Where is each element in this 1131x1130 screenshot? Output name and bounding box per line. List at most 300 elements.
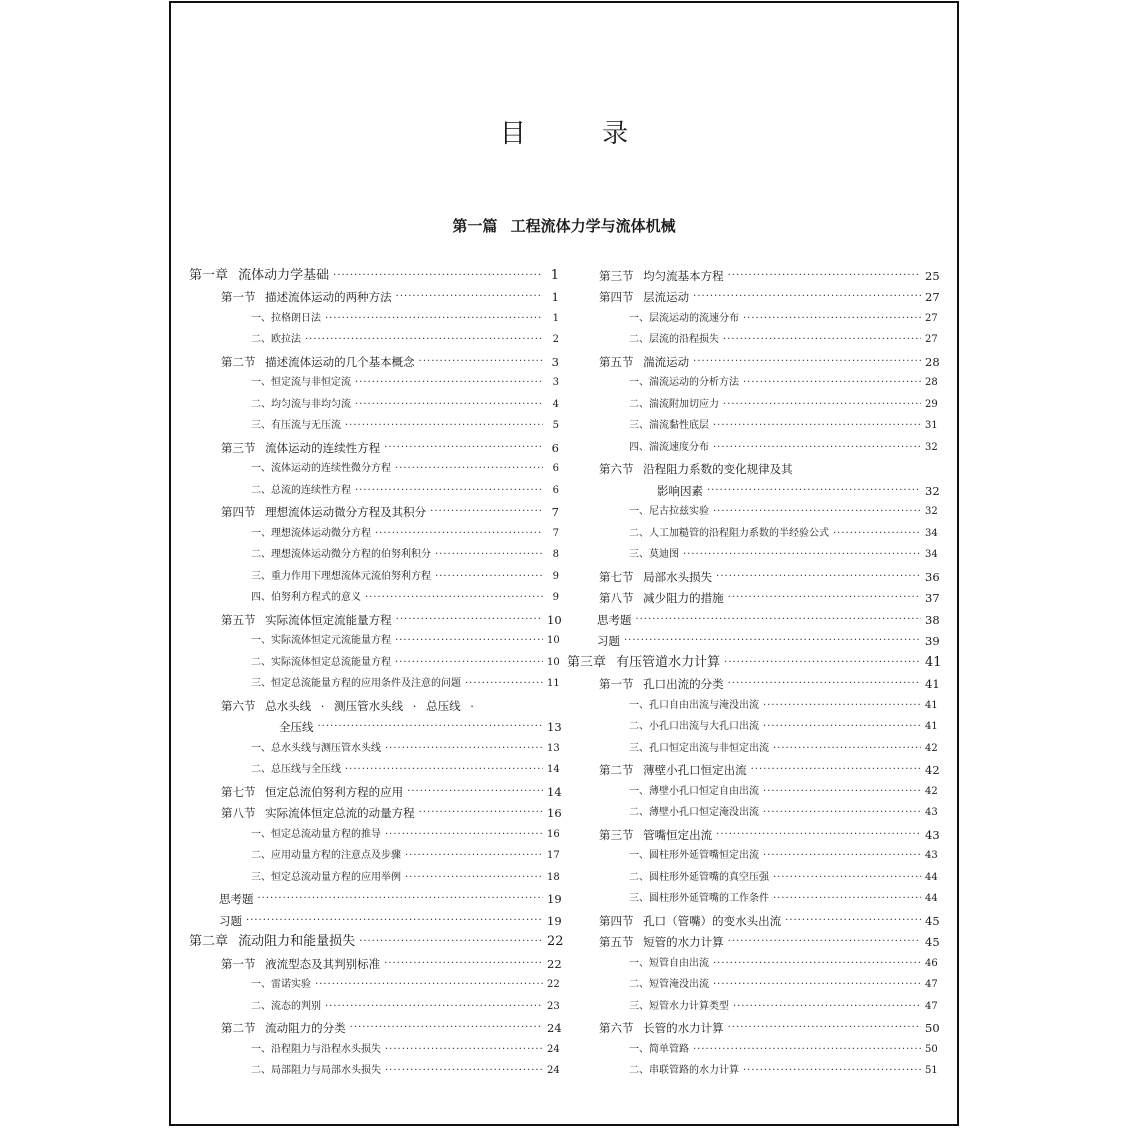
toc-page-number: 45 bbox=[925, 935, 940, 949]
toc-entry-title: 二、局部阻力与局部水头损失 bbox=[251, 1065, 381, 1076]
toc-page-number: 41 bbox=[925, 699, 938, 711]
toc-leader-dots bbox=[833, 527, 921, 541]
toc-page-number: 27 bbox=[925, 290, 940, 304]
toc-leader-dots bbox=[385, 1043, 543, 1057]
toc-entry-title: 第七节 恒定总流伯努利方程的应用 bbox=[221, 784, 404, 799]
toc-page-number: 37 bbox=[925, 591, 940, 605]
toc-entry-title: 第四节 孔口（管嘴）的变水头出流 bbox=[599, 913, 782, 928]
toc-entry-title: 三、恒定总流动量方程的应用举例 bbox=[251, 871, 401, 883]
toc-page-number: 24 bbox=[547, 1043, 560, 1055]
toc-entry bbox=[567, 928, 940, 950]
toc-leader-dots bbox=[315, 978, 543, 992]
toc-page-number: 2 bbox=[552, 334, 559, 345]
toc-leader-dots bbox=[713, 505, 921, 519]
toc-leader-dots bbox=[435, 570, 543, 584]
toc-leader-dots bbox=[350, 1021, 543, 1035]
toc-leader-dots bbox=[385, 1064, 543, 1078]
toc-page-number: 34 bbox=[925, 549, 938, 560]
toc-entry bbox=[567, 713, 937, 735]
toc-page-number: 22 bbox=[547, 956, 562, 971]
toc-page-number: 24 bbox=[547, 1021, 562, 1035]
toc-leader-dots bbox=[465, 677, 543, 691]
toc-leader-dots bbox=[385, 828, 543, 842]
toc-entry bbox=[567, 605, 940, 627]
toc-entry-title: 第五节 短管的水力计算 bbox=[599, 935, 724, 949]
toc-page-number: 13 bbox=[547, 742, 560, 754]
toc-entry bbox=[189, 863, 559, 885]
toc-page-number: 45 bbox=[925, 913, 940, 928]
toc-entry-title: 一、薄壁小孔口恒定自由出流 bbox=[629, 785, 759, 797]
toc-leader-dots bbox=[355, 484, 543, 498]
toc-entry bbox=[189, 261, 559, 283]
toc-entry bbox=[567, 992, 937, 1014]
toc-entry-title: 二、小孔口出流与大孔口出流 bbox=[629, 721, 759, 732]
toc-page-number: 14 bbox=[547, 784, 562, 799]
toc-entry-title: 三、圆柱形外延管嘴的工作条件 bbox=[629, 893, 769, 904]
toc-entry bbox=[567, 412, 937, 434]
toc-entry bbox=[567, 670, 940, 692]
toc-entry bbox=[567, 756, 940, 778]
toc-entry-title: 一、总水头线与测压管水头线 bbox=[251, 742, 381, 754]
toc-entry bbox=[189, 799, 562, 821]
toc-leader-dots bbox=[405, 871, 543, 885]
toc-leader-dots bbox=[419, 806, 543, 820]
toc-page-number: 7 bbox=[552, 527, 559, 539]
toc-entry bbox=[189, 906, 562, 928]
toc-entry-title: 二、人工加糙管的沿程阻力系数的半经验公式 bbox=[629, 527, 829, 539]
toc-leader-dots bbox=[743, 376, 921, 390]
toc-page-number: 1 bbox=[550, 267, 559, 283]
toc-page-number: 11 bbox=[547, 678, 560, 689]
toc-leader-dots bbox=[305, 333, 543, 347]
toc-page-number: 14 bbox=[547, 764, 560, 775]
toc-entry bbox=[189, 541, 559, 563]
toc-page-number: 3 bbox=[551, 354, 559, 369]
toc-leader-dots bbox=[693, 1043, 921, 1057]
toc-entry-title: 三、重力作用下理想流体元流伯努利方程 bbox=[251, 570, 431, 582]
toc-page-number: 47 bbox=[925, 1000, 938, 1012]
toc-leader-dots bbox=[345, 419, 543, 433]
toc-leader-dots bbox=[716, 570, 921, 584]
toc-column-left bbox=[189, 261, 564, 1078]
toc-leader-dots bbox=[693, 355, 921, 369]
toc-page-number: 42 bbox=[925, 742, 938, 754]
toc-entry-title: 二、圆柱形外延管嘴的真空压强 bbox=[629, 871, 769, 883]
toc-entry-title: 四、伯努利方程式的意义 bbox=[251, 592, 361, 603]
toc-leader-dots bbox=[624, 634, 921, 648]
toc-entry bbox=[189, 304, 559, 326]
toc-entry-title: 二、均匀流与非均匀流 bbox=[251, 398, 351, 410]
toc-entry-title: 二、理想流体运动微分方程的伯努利积分 bbox=[251, 549, 431, 560]
toc-leader-dots bbox=[773, 871, 921, 885]
toc-entry bbox=[567, 1014, 940, 1036]
toc-entry bbox=[189, 691, 559, 713]
toc-entry bbox=[189, 283, 559, 305]
toc-leader-dots bbox=[773, 892, 921, 906]
toc-entry bbox=[567, 390, 937, 412]
toc-entry bbox=[567, 304, 937, 326]
toc-page-number: 6 bbox=[551, 440, 559, 455]
toc-entry bbox=[567, 498, 937, 520]
toc-page-number: 28 bbox=[925, 354, 940, 369]
toc-entry-title: 第二节 描述流体运动的几个基本概念 bbox=[221, 354, 415, 369]
toc-entry-title: 第七节 局部水头损失 bbox=[599, 569, 713, 584]
toc-entry-title: 三、恒定总流能量方程的应用条件及注意的问题 bbox=[251, 678, 461, 689]
toc-page-number: 1 bbox=[552, 312, 559, 324]
toc-entry bbox=[567, 433, 937, 455]
toc-entry-title: 第一节 描述流体运动的两种方法 bbox=[221, 290, 392, 304]
toc-page-number: 18 bbox=[547, 871, 560, 883]
toc-page-number: 42 bbox=[925, 763, 940, 777]
toc-entry-title: 第四节 层流运动 bbox=[599, 290, 690, 304]
toc-entry bbox=[189, 476, 559, 498]
toc-entry bbox=[189, 605, 562, 627]
toc-entry-title: 思考题 bbox=[597, 612, 632, 627]
toc-page-number: 22 bbox=[547, 979, 560, 990]
toc-leader-dots bbox=[246, 914, 543, 928]
toc-page-number: 32 bbox=[925, 441, 938, 453]
toc-entry-title: 第五节 湍流运动 bbox=[599, 354, 690, 369]
toc-entry bbox=[567, 261, 940, 283]
toc-entry bbox=[189, 519, 559, 541]
toc-entry-title: 第六节 总水头线 · 测压管水头线 · 总压线 · bbox=[221, 698, 474, 713]
toc-entry bbox=[567, 799, 937, 821]
toc-entry-title: 第四节 理想流体运动微分方程及其积分 bbox=[221, 505, 427, 519]
toc-entry bbox=[189, 390, 559, 412]
toc-entry-title: 二、薄壁小孔口恒定淹没出流 bbox=[629, 807, 759, 818]
toc-leader-dots bbox=[636, 613, 922, 627]
toc-page-number: 27 bbox=[925, 334, 938, 345]
toc-entry bbox=[189, 885, 562, 907]
toc-entry bbox=[567, 326, 937, 348]
toc-entry bbox=[567, 971, 937, 993]
toc-entry-title: 第一节 孔口出流的分类 bbox=[599, 677, 724, 691]
toc-leader-dots bbox=[365, 591, 543, 605]
toc-leader-dots bbox=[355, 398, 543, 412]
toc-leader-dots bbox=[359, 935, 543, 949]
toc-entry-title: 第八节 实际流体恒定总流的动量方程 bbox=[221, 806, 415, 820]
toc-page-number: 13 bbox=[547, 720, 562, 734]
toc-entry-title: 一、圆柱形外延管嘴恒定出流 bbox=[629, 850, 759, 861]
toc-entry bbox=[567, 541, 937, 563]
toc-entry bbox=[189, 326, 559, 348]
toc-page-number: 32 bbox=[925, 483, 940, 498]
toc-entry bbox=[567, 476, 940, 498]
toc-entry-title: 第一节 液流型态及其判别标准 bbox=[221, 956, 381, 971]
toc-entry bbox=[567, 347, 940, 369]
toc-entry-title: 一、简单管路 bbox=[629, 1043, 689, 1055]
toc-page-number: 22 bbox=[547, 934, 564, 949]
toc-page-number: 41 bbox=[925, 677, 940, 691]
toc-leader-dots bbox=[728, 269, 921, 283]
toc-page-number: 10 bbox=[547, 656, 560, 668]
toc-leader-dots bbox=[763, 806, 921, 820]
toc-leader-dots bbox=[396, 290, 543, 304]
toc-leader-dots bbox=[396, 613, 543, 627]
toc-page-number: 36 bbox=[925, 569, 940, 584]
book-page bbox=[169, 1, 959, 1126]
toc-leader-dots bbox=[728, 591, 921, 605]
toc-entry-title: 三、莫迪图 bbox=[629, 549, 679, 560]
toc-leader-dots bbox=[385, 742, 543, 756]
toc-leader-dots bbox=[716, 828, 921, 842]
toc-leader-dots bbox=[713, 978, 921, 992]
toc-page-number: 23 bbox=[547, 1000, 560, 1012]
toc-leader-dots bbox=[773, 742, 921, 756]
toc-entry bbox=[189, 455, 559, 477]
toc-page-number: 51 bbox=[925, 1065, 938, 1076]
toc-leader-dots bbox=[785, 914, 921, 928]
toc-entry-title: 二、短管淹没出流 bbox=[629, 979, 709, 990]
toc-entry-title: 二、总流的连续性方程 bbox=[251, 484, 351, 496]
toc-page-number: 17 bbox=[547, 850, 560, 861]
toc-page-number: 32 bbox=[925, 506, 938, 517]
toc-entry-title: 三、湍流黏性底层 bbox=[629, 420, 709, 431]
toc-entry bbox=[189, 648, 559, 670]
toc-entry-title: 三、孔口恒定出流与非恒定出流 bbox=[629, 742, 769, 754]
toc-entry-title: 二、应用动量方程的注意点及步骤 bbox=[251, 850, 401, 861]
toc-entry bbox=[567, 842, 937, 864]
toc-entry-title: 一、实际流体恒定元流能量方程 bbox=[251, 635, 391, 646]
toc-entry bbox=[567, 885, 937, 907]
toc-entry-title: 第三节 管嘴恒定出流 bbox=[599, 827, 713, 842]
toc-entry-title: 第三章 有压管道水力计算 bbox=[567, 654, 721, 670]
toc-leader-dots bbox=[743, 312, 921, 326]
toc-page-number: 16 bbox=[547, 806, 562, 820]
toc-leader-dots bbox=[405, 849, 543, 863]
toc-entry bbox=[567, 734, 937, 756]
toc-column-right bbox=[567, 261, 942, 1078]
toc-entry-title: 第六节 沿程阻力系数的变化规律及其 bbox=[599, 462, 793, 476]
toc-entry-title: 二、层流的沿程损失 bbox=[629, 334, 719, 345]
toc-entry-title: 一、孔口自由出流与淹没出流 bbox=[629, 699, 759, 711]
toc-entry-title: 二、湍流附加切应力 bbox=[629, 398, 719, 410]
toc-page-number: 39 bbox=[925, 634, 940, 648]
toc-page-number: 1 bbox=[551, 290, 559, 304]
toc-page-number: 9 bbox=[552, 592, 559, 603]
toc-leader-dots bbox=[395, 462, 543, 476]
toc-entry bbox=[189, 820, 559, 842]
toc-entry-title: 第一章 流体动力学基础 bbox=[189, 267, 330, 283]
toc-leader-dots bbox=[384, 441, 543, 455]
toc-page-number: 46 bbox=[925, 957, 938, 969]
toc-entry-title: 一、雷诺实验 bbox=[251, 979, 311, 990]
toc-page-number: 43 bbox=[925, 807, 938, 818]
toc-entry-title: 二、流态的判别 bbox=[251, 1000, 321, 1012]
toc-entry-title: 思考题 bbox=[219, 892, 254, 906]
toc-leader-dots bbox=[355, 376, 543, 390]
toc-entry-title: 一、沿程阻力与沿程水头损失 bbox=[251, 1043, 381, 1055]
toc-leader-dots bbox=[375, 527, 543, 541]
toc-leader-dots bbox=[435, 548, 543, 562]
toc-entry-title: 一、理想流体运动微分方程 bbox=[251, 527, 371, 539]
toc-entry-title: 一、湍流运动的分析方法 bbox=[629, 377, 739, 388]
toc-leader-dots bbox=[395, 634, 543, 648]
toc-entry bbox=[189, 713, 562, 735]
toc-page-number: 28 bbox=[925, 377, 938, 388]
toc-page-number: 43 bbox=[925, 827, 940, 842]
toc-page-number: 25 bbox=[925, 268, 940, 283]
toc-entry-title: 二、总压线与全压线 bbox=[251, 764, 341, 775]
toc-entry bbox=[189, 584, 559, 606]
toc-leader-dots bbox=[707, 484, 921, 498]
toc-entry bbox=[567, 627, 940, 649]
toc-entry-title: 三、短管水力计算类型 bbox=[629, 1000, 729, 1012]
toc-entry-title: 二、实际流体恒定总流能量方程 bbox=[251, 656, 391, 668]
toc-leader-dots bbox=[325, 312, 543, 326]
toc-entry bbox=[567, 455, 937, 477]
toc-entry-title: 影响因素 bbox=[657, 483, 703, 498]
toc-entry-title: 一、恒定流与非恒定流 bbox=[251, 377, 351, 388]
toc-entry bbox=[189, 1035, 559, 1057]
toc-leader-dots bbox=[345, 763, 543, 777]
toc-entry-title: 一、短管自由出流 bbox=[629, 957, 709, 969]
toc-leader-dots bbox=[693, 290, 921, 304]
toc-leader-dots bbox=[728, 677, 921, 691]
toc-entry-title: 一、流体运动的连续性微分方程 bbox=[251, 463, 391, 474]
toc-page-number: 38 bbox=[925, 612, 940, 627]
toc-entry bbox=[189, 992, 559, 1014]
toc-entry bbox=[567, 863, 937, 885]
toc-entry bbox=[189, 369, 559, 391]
toc-leader-dots bbox=[395, 656, 543, 670]
toc-entry-title: 第五节 实际流体恒定流能量方程 bbox=[221, 612, 392, 627]
toc-leader-dots bbox=[723, 333, 921, 347]
toc-entry-title: 二、串联管路的水力计算 bbox=[629, 1065, 739, 1076]
toc-entry-title: 二、欧拉法 bbox=[251, 334, 301, 345]
toc-entry bbox=[189, 949, 562, 971]
toc-page-number: 10 bbox=[547, 612, 562, 627]
toc-leader-dots bbox=[683, 548, 921, 562]
toc-entry-title: 习题 bbox=[219, 913, 242, 928]
toc-entry bbox=[189, 842, 559, 864]
toc-entry bbox=[567, 820, 940, 842]
toc-page-number: 8 bbox=[552, 549, 559, 560]
toc-entry-title: 一、尼古拉兹实验 bbox=[629, 506, 709, 517]
toc-entry bbox=[189, 670, 559, 692]
toc-entry bbox=[189, 627, 559, 649]
toc-page-number: 31 bbox=[925, 420, 938, 431]
toc-entry-title: 一、拉格朗日法 bbox=[251, 312, 321, 324]
toc-entry-title: 第二节 薄壁小孔口恒定出流 bbox=[599, 763, 747, 777]
toc-entry-title: 一、层流运动的流速分布 bbox=[629, 312, 739, 324]
toc-entry bbox=[189, 412, 559, 434]
toc-page-number: 6 bbox=[552, 484, 559, 496]
toc-leader-dots bbox=[763, 785, 921, 799]
toc-leader-dots bbox=[763, 720, 921, 734]
toc-leader-dots bbox=[713, 441, 921, 455]
toc-entry bbox=[567, 1057, 937, 1079]
toc-page-number: 41 bbox=[925, 654, 942, 670]
toc-entry-title: 第三节 均匀流基本方程 bbox=[599, 268, 724, 283]
toc-leader-dots bbox=[258, 892, 544, 906]
toc-page-number: 10 bbox=[547, 635, 560, 646]
toc-entry bbox=[189, 928, 564, 950]
toc-leader-dots bbox=[333, 269, 543, 283]
toc-leader-dots bbox=[728, 935, 921, 949]
toc-leader-dots bbox=[723, 398, 921, 412]
toc-page-number: 43 bbox=[925, 850, 938, 861]
part-title: 第一篇 工程流体力学与流体机械 bbox=[452, 217, 676, 235]
toc-leader-dots bbox=[763, 699, 921, 713]
toc-page-number: 42 bbox=[925, 785, 938, 797]
toc-entry bbox=[567, 648, 942, 670]
toc-page-number: 3 bbox=[552, 377, 559, 388]
toc-entry-title: 第八节 减少阻力的措施 bbox=[599, 591, 724, 605]
toc-page-number: 19 bbox=[547, 913, 562, 928]
toc-leader-dots bbox=[733, 1000, 921, 1014]
toc-entry bbox=[189, 498, 559, 520]
toc-entry bbox=[567, 1035, 937, 1057]
toc-leader-dots bbox=[728, 1021, 921, 1035]
toc-page-number: 50 bbox=[925, 1043, 938, 1055]
toc-entry bbox=[567, 369, 937, 391]
toc-entry-title: 第六节 长管的水力计算 bbox=[599, 1021, 724, 1035]
toc-entry bbox=[567, 519, 937, 541]
toc-entry-title: 一、恒定总流动量方程的推导 bbox=[251, 828, 381, 840]
toc-leader-dots bbox=[407, 785, 543, 799]
toc-entry-title: 习题 bbox=[597, 634, 620, 648]
toc-entry-title: 第二节 流动阻力的分类 bbox=[221, 1021, 346, 1035]
toc-leader-dots bbox=[325, 1000, 543, 1014]
toc-leader-dots bbox=[724, 656, 921, 670]
toc-leader-dots bbox=[751, 763, 921, 777]
toc-entry bbox=[189, 347, 559, 369]
toc-page-number: 27 bbox=[925, 312, 938, 324]
toc-page-number: 9 bbox=[552, 570, 559, 582]
page-title: 目 录 bbox=[499, 119, 663, 149]
toc-page-number: 50 bbox=[925, 1021, 940, 1035]
toc-entry bbox=[189, 562, 559, 584]
toc-leader-dots bbox=[384, 957, 543, 971]
toc-page-number: 24 bbox=[547, 1065, 560, 1076]
toc-page-number: 44 bbox=[925, 871, 938, 883]
toc-entry bbox=[567, 906, 940, 928]
toc-leader-dots bbox=[743, 1064, 921, 1078]
toc-entry bbox=[189, 756, 559, 778]
toc-leader-dots bbox=[763, 849, 921, 863]
toc-entry bbox=[567, 562, 940, 584]
toc-page-number: 4 bbox=[552, 398, 559, 410]
toc-leader-dots bbox=[713, 419, 921, 433]
toc-page-number: 41 bbox=[925, 721, 938, 732]
toc-leader-dots bbox=[419, 355, 543, 369]
toc-page-number: 5 bbox=[552, 420, 559, 431]
toc-page-number: 6 bbox=[552, 463, 559, 474]
toc-entry bbox=[189, 777, 562, 799]
toc-entry bbox=[567, 283, 940, 305]
toc-entry bbox=[567, 949, 937, 971]
toc-entry bbox=[189, 433, 559, 455]
toc-page-number: 29 bbox=[925, 398, 938, 410]
toc-entry bbox=[567, 584, 940, 606]
toc-page-number: 19 bbox=[547, 892, 562, 906]
toc-leader-dots bbox=[318, 720, 544, 734]
toc-entry-title: 第二章 流动阻力和能量损失 bbox=[189, 934, 356, 949]
toc-entry-title: 全压线 bbox=[279, 720, 314, 734]
toc-leader-dots bbox=[430, 505, 543, 519]
toc-entry-title: 三、有压流与无压流 bbox=[251, 420, 341, 431]
toc-leader-dots bbox=[713, 957, 921, 971]
toc-entry bbox=[189, 971, 559, 993]
toc-entry-title: 四、湍流速度分布 bbox=[629, 441, 709, 453]
toc-entry bbox=[189, 1057, 559, 1079]
toc-entry bbox=[567, 691, 937, 713]
toc-entry bbox=[189, 1014, 562, 1036]
toc-entry bbox=[189, 734, 559, 756]
toc-entry-title: 第三节 流体运动的连续性方程 bbox=[221, 440, 381, 455]
toc-page-number: 16 bbox=[547, 828, 560, 840]
